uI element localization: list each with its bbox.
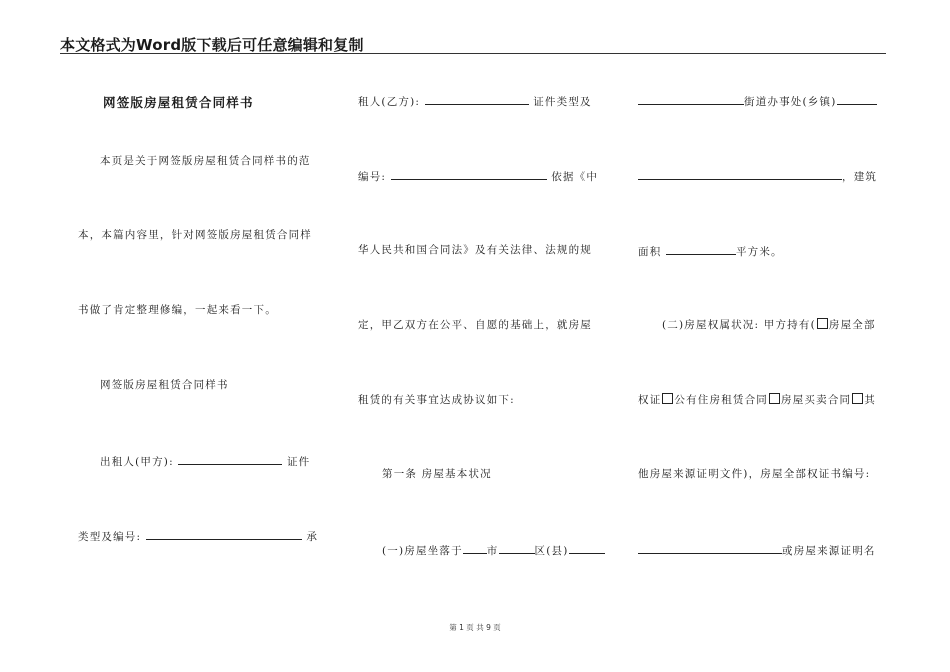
district-blank (499, 542, 535, 554)
lessor-line (100, 453, 310, 469)
page-header: 本文格式为Word版下载后可任意编辑和复制 (60, 36, 364, 54)
intro-line-2: 本，本篇内容里，针对网签版房屋租赁合同样 (78, 229, 312, 241)
area-unit: 平方米。 (735, 246, 783, 258)
id-type-line (78, 528, 318, 544)
body-line-law: 华人民共和国合同法》及有关法律、法规的规 (358, 244, 592, 256)
id-number-line (358, 168, 598, 184)
area-blank (666, 243, 736, 255)
option-public-housing: 公有住房租赁合同 (674, 394, 769, 406)
source-proof-line (638, 542, 876, 558)
intro-line-1: 本页是关于网签版房屋租赁合同样书的范 (100, 155, 311, 167)
source-proof-label: 或房屋来源证明名 (782, 545, 876, 557)
id-type-after-text: 承 (306, 531, 319, 543)
body-line-principle: 定，甲乙双方在公平、自愿的基础上，就房屋 (358, 319, 592, 331)
section-subtitle: 网签版房屋租赁合同样书 (100, 379, 229, 391)
lessor-blank (178, 453, 282, 465)
page-number: 第 1 页 共 9 页 (449, 623, 501, 632)
certificate-number-line: 他房屋来源证明文件)，房屋全部权证书编号: (638, 468, 871, 480)
id-type-label: 类型及编号: (78, 531, 142, 543)
street-after-blank (837, 93, 877, 105)
id-number-label: 编号: (358, 171, 387, 183)
street-line (638, 93, 877, 109)
district-label: 区(县) (534, 545, 569, 557)
article-1-heading: 第一条 房屋基本状况 (382, 468, 492, 480)
district-after-blank (569, 542, 605, 554)
ownership-label: (二)房屋权属状况: 甲方持有( (662, 319, 816, 331)
city-label: 市 (486, 545, 499, 557)
ownership-line (662, 318, 876, 332)
building-label: ，建筑 (842, 171, 878, 183)
ownership-option-1: 房屋全部 (828, 319, 876, 331)
building-blank (638, 168, 842, 180)
id-number-after-text: 依据《中 (551, 171, 599, 183)
checkbox-icon (769, 393, 780, 404)
option-deed-label: 权证 (638, 394, 662, 406)
street-blank (638, 93, 744, 105)
id-number-blank (391, 168, 547, 180)
lessee-after-text: 证件类型及 (533, 96, 592, 108)
lessee-blank (425, 93, 529, 105)
document-title: 网签版房屋租赁合同样书 (103, 95, 254, 110)
checkbox-icon (852, 393, 863, 404)
street-label: 街道办事处(乡镇) (744, 96, 837, 108)
header-divider (60, 53, 886, 54)
id-type-blank (146, 528, 302, 540)
option-purchase-contract: 房屋买卖合同 (781, 394, 852, 406)
area-label: 面积 (638, 246, 662, 258)
body-line-agreement: 租赁的有关事宜达成协议如下: (358, 394, 515, 406)
option-other: 其 (864, 394, 876, 406)
lessor-after-text: 证件 (286, 456, 311, 468)
intro-line-3: 书做了肯定整理修编，一起来看一下。 (78, 304, 277, 316)
ownership-options-line (638, 393, 876, 407)
lessee-label: 租人(乙方): (358, 96, 421, 108)
building-line (638, 168, 877, 184)
location-label: (一)房屋坐落于 (382, 545, 463, 557)
checkbox-icon (817, 318, 828, 329)
location-line (382, 542, 605, 558)
certificate-number-blank (638, 542, 782, 554)
lessee-line (358, 93, 592, 109)
city-blank (463, 542, 487, 554)
lessor-label: 出租人(甲方): (100, 456, 174, 468)
checkbox-icon (662, 393, 673, 404)
area-line (638, 243, 783, 259)
